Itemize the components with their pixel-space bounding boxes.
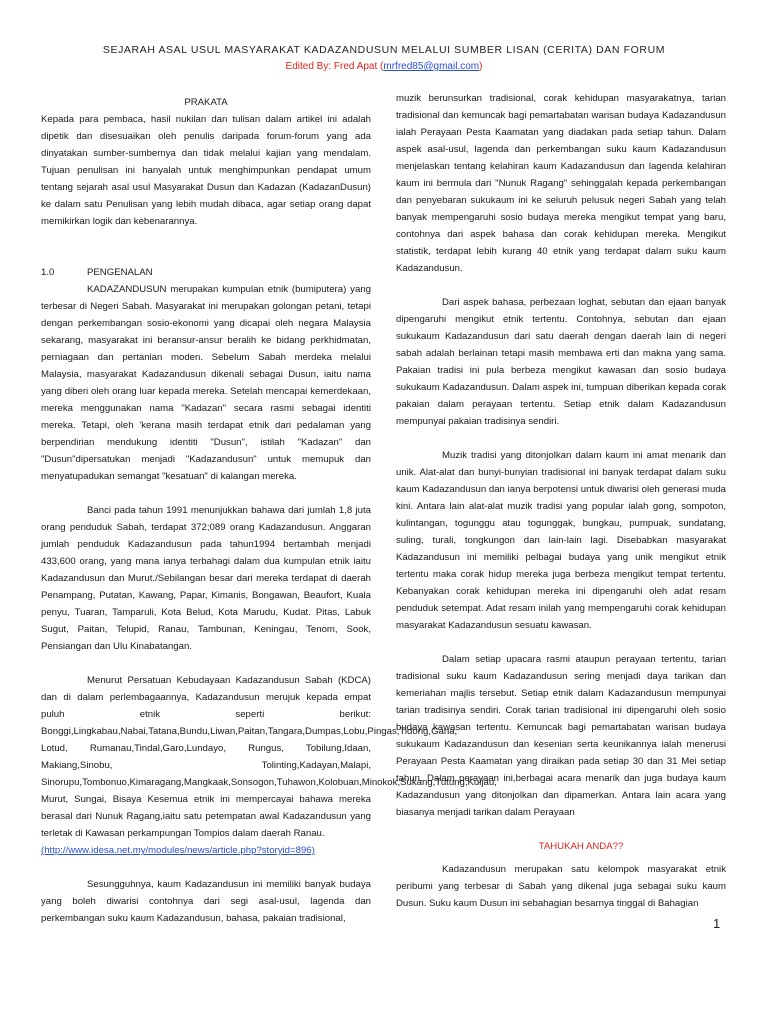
right-paragraph-4: Dalam setiap upacara rasmi ataupun perayaan tertentu, tarian tradisional suku kaum Kadazandusun sering menjadi daya tarikan dan kemeriahan majlis tersebut. Setiap etnik dalam Kadazandusun mempunyai tarian tradisinya sendiri. Corak tarian tradisional ini dipengaruhi oleh sosio budaya kawasan tertentu. Kemuncak bagi pemartabatan warisan budaya sukukaum Kadazandusun dan kesenian serta keunikannya ialah menerusi Perayaan Pesta Kaamatan yang diraikan pada setiap 30 dan 31 Mei setiap tahun. Dalam perayaan ini,berbagai acara menarik dan juga budaya kaum Kadazandusun yang ditonjolkan dan dipamerkan. Antara lain acara yang biasanya menjadi tarikan dalam Perayaan <box>396 654 726 818</box>
intro-paragraph-2: Banci pada tahun 1991 menunjukkan bahawa dari jumlah 1,8 juta orang penduduk Sabah, terdapat 372;089 orang Kadazandusun. Anggaran jumlah penduduk Kadazandusun pada tahun1994 bertambah menjadi 433,600 orang, yang mana ianya terbahagi dalam dua kumpulan etnik iaitu Kadazandusun dan Murut./Sebilangan besar dari mereka terdapat di daerah Penampang, Putatan, Kawang, Papar, Kimanis, Bongawan, Beaufort, Kuala penyu, Tuaran, Tamparuli, Kota Belud, Kota Marudu, Kudat. Pitas, Labuk Sugut, Paitan, Telupid, Ranau, Tambunan, Keningau, Tenom, Sook, Pensiangan dan Ulu Kinabatangan. <box>41 505 371 652</box>
editor-prefix: Edited By: Fred Apat ( <box>285 61 384 72</box>
page-number: 1 <box>713 916 721 931</box>
editor-line <box>0 61 768 72</box>
right-column <box>396 90 726 912</box>
intro-paragraph-3: Menurut Persatuan Kebudayaan Kadazandusun Sabah (KDCA) dan di dalam perlembagaannya, Kadazandusun merujuk kepada empat puluh etnik seperti berikut: Bonggi,Lingkabau,Nabai,Tatana,Bundu,Liwan,Paitan,Tangara,Dumpas,Lobu,Pingas,Tidong,Gana, Lotud, Rumanau,Tindal,Garo,Lundayo, Rungus, Tobilung,Idaan, Makiang,Sinobu, Tolinting,Kadayan,Malapi, Sinorupu,Tombonuo,Kimaragang,Mangkaak,Sonsogon,Tuhawon,Kolobuan,Minokok,Sukang,Tutung,Kuijau, Murut, Sungai, Bisaya Kesemua etnik ini mempercayai bahawa mereka berasal dari Nunuk Ragang,iaitu satu petempatan awal Kadazandusun yang terletak di Kawasan perkampungan Tompios dalam daerah Ranau. <box>41 675 497 839</box>
editor-email-link[interactable]: mrfred85@gmail.com <box>383 61 480 72</box>
prakata-paragraph: Kepada para pembaca, hasil nukilan dan tulisan dalam artikel ini adalah dipetik dan disesuaikan oleh penulis daripada forum-forum yang ada dinyatakan sumber-sumbernya dan tidak melalui kajian yang mendalam. Tujuan penulisan ini hanyalah untuk menghimpunkan pendapat umum tentang sejarah asal usul Masyarakat Dusun dan Kadazan (KadazanDusun) ke dalam satu Penulisan yang lebih mudah dibaca, agar setiap orang dapat memikirkan logik dan kebenarannya. <box>41 114 371 227</box>
right-paragraph-2: Dari aspek bahasa, perbezaan loghat, sebutan dan ejaan banyak dipengaruhi mengikut etnik tertentu. Contohnya, sebutan dan ejaan sukukaum Kadazandusun dari satu daerah dengan daerah lain di negeri sabah adalah berlainan tetapi masih membawa erti dan makna yang sama. Pakaian tradisi ini pula berbeza mengikut kawasan dan sosio budaya sukukaum Kadazandusun. Dalam aspek ini, tumpuan diberikan kepada corak pakaian dalam perayaan tertentu. Setiap etnik dalam Kadazandusun mempunyai pakaian tradisinya sendiri. <box>396 297 726 427</box>
prakata-heading: PRAKATA <box>184 97 228 108</box>
section-title: PENGENALAN <box>87 267 153 278</box>
right-paragraph-3: Muzik tradisi yang ditonjolkan dalam kaum ini amat menarik dan unik. Alat-alat dan bunyi-bunyian tradisional ini banyak terdapat dalam suku kaum Kadazandusun dan ianya berpotensi untuk diwarisi oleh generasi muda kini. Antara lain alat-alat muzik tradisi yang popular ialah gong, sompoton, kulintangan, togunggu atau togunggak, bungkau, pumpuak, sundatang, suling, turali, tongkungon dan lain-lain lagi. Disebabkan masyarakat Kadazandusun ini memiliki pelbagai budaya yang unik mengikut etnik tertentu maka corak hidup mereka juga berbeza mengikut tempat tertentu. Kebanyakan corak kehidupan mereka ini dipengaruhi oleh adat resam penduduk setempat. Adat resam inilah yang mempengaruhi corak kehidupan masyarakat Kadazandusun sesuatu kawasan. <box>396 450 726 631</box>
right-paragraph-5: Kadazandusun merupakan satu kelompok masyarakat etnik peribumi yang terbesar di Sabah yang dikenal juga sebagai suku kaum Dusun. Suku kaum Dusun ini sebahagian besarnya tinggal di Bahagian <box>396 864 726 909</box>
intro-paragraph-1: KADAZANDUSUN merupakan kumpulan etnik (bumiputera) yang terbesar di Negeri Sabah. Masyarakat ini merupakan golongan petani, tetapi dengan perkembangan sosio-ekonomi yang dicapai oleh negara Malaysia sekarang, masyarakat ini beransur-ansur beralih ke bidang perkhidmatan, perniagaan dan pertanian moden. Sebelum Sabah merdeka melalui Malaysia, masyarakat Kadazandusun dikenali sebagai Dusun, iaitu nama yang diberi oleh orang luar kepada mereka. Setelah mencapai kemerdekaan, mereka menggunakan nama "Kadazan" secara rasmi sebagai identiti mereka. Tetapi, oleh 'kerana masih terdapat etnik dari pedalaman yang berpendirian mendukung identiti "Dusun", istilah "Kadazan" dan "Dusun"dipersatukan menjadi "Kadazandusun" untuk memupuk dan menyatupadukan semangat "kesatuan" di kalangan mereka. <box>41 284 371 482</box>
right-paragraph-1: muzik berunsurkan tradisional, corak kehidupan masyarakatnya, tarian tradisional dan kemuncak bagi pemartabatan warisan budaya Kadazandusun ialah Perayaan Pesta Kaamatan yang diadakan pada setiap tahun. Dalam aspek asal-usul, lagenda dan perkembangan suku kaum Kadazandusun menjelaskan tentang kelahiran kaum Kadazandusun dan lagenda kelahiran kaum ini bermula dari "Nunuk Ragang" sehinggalah kepada perkembangan dan penyebaran sukukaum ini ke seluruh pelusuk negeri Sabah yang telah banyak mempengaruhi sosio budaya mereka mengikut tempat yang baru, contohnya dari aspek bahasa dan corak kehidupan mereka. Mengikut statistik, terdapat lebih kurang 40 etnik yang terdapat dalam suku kaum Kadazandusun. <box>396 93 726 274</box>
source-link[interactable]: (http://www.idesa.net.my/modules/news/article.php?storyid=896) <box>41 845 315 856</box>
document-title: SEJARAH ASAL USUL MASYARAKAT KADAZANDUSUN MELALUI SUMBER LISAN (CERITA) DAN FORUM <box>102 44 666 56</box>
intro-paragraph-4: Sesungguhnya, kaum Kadazandusun ini memiliki banyak budaya yang boleh diwarisi contohnya dari segi asal-usul, lagenda dan perkembangan suku kaum Kadazandusun, bahasa, pakaian tradisional, <box>41 879 371 924</box>
tahukah-heading: TAHUKAH ANDA?? <box>538 841 624 852</box>
section-number: 1.0 <box>41 267 55 278</box>
section-heading <box>41 264 371 281</box>
editor-suffix: ) <box>479 61 483 72</box>
left-column <box>41 94 497 927</box>
